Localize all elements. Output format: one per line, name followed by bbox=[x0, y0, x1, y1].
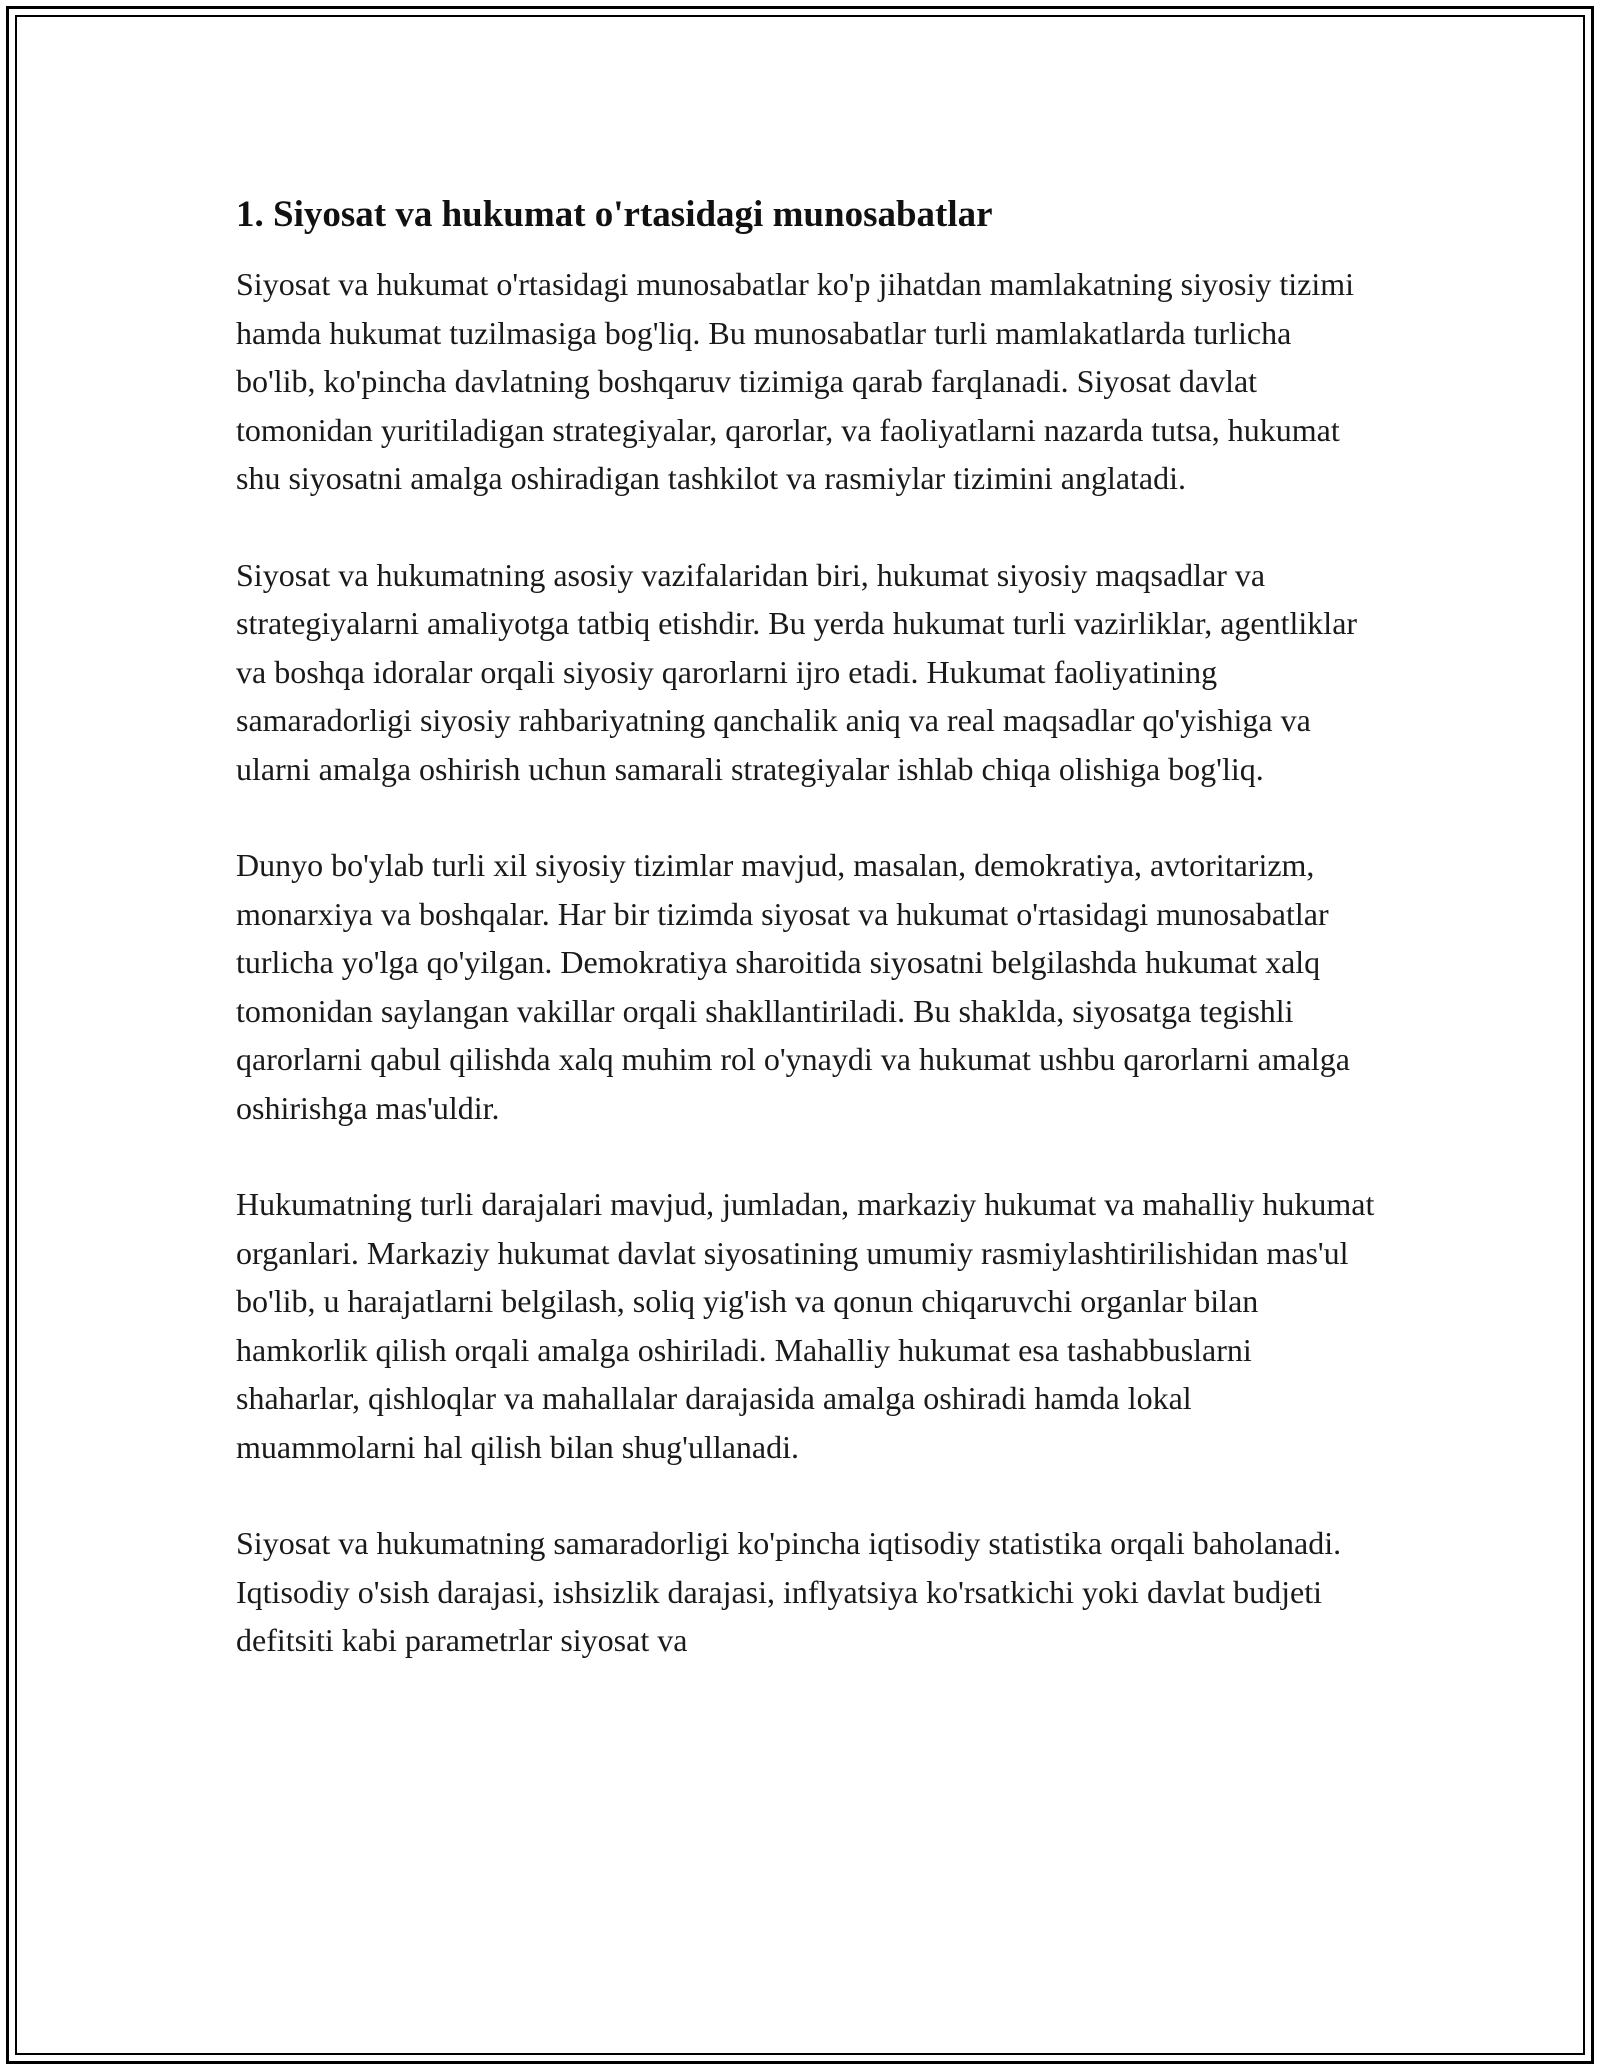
paragraph-5: Siyosat va hukumatning samaradorligi ko'pincha iqtisodiy statistika orqali baholanadi. Iqtisodiy o'sish darajasi, ishsizlik darajasi, inflyatsiya ko'rsatkichi yoki davlat budjeti defitsiti kabi parametrlar siyosat va bbox=[236, 1525, 1342, 1658]
paragraph-2: Siyosat va hukumatning asosiy vazifalaridan biri, hukumat siyosiy maqsadlar va strategiyalarni amaliyotga tatbiq etishdir. Bu yerda hukumat turli vazirliklar, agentliklar va boshqa idoralar orqali siyosiy qarorlarni ijro etadi. Hukumat faoliyatining samaradorligi siyosiy rahbariyatning qanchalik aniq va real maqsadlar qo'yishiga va ularni amalga oshirish uchun samarali strategiyalar ishlab chiqa olishiga bog'liq. bbox=[236, 556, 1358, 787]
document-body bbox=[236, 190, 1376, 1665]
section-heading: 1. Siyosat va hukumat o'rtasidagi munosabatlar bbox=[236, 194, 993, 235]
paragraph-4: Hukumatning turli darajalari mavjud, jumladan, markaziy hukumat va mahalliy hukumat organlari. Markaziy hukumat davlat siyosatining umumiy rasmiylashtirilishidan mas'ul bo'lib, u harajatlarni belgilash, soliq yig'ish va qonun chiqaruvchi organlar bilan hamkorlik qilish orqali amalga oshiriladi. Mahalliy hukumat esa tashabbuslarni shaharlar, qishloqlar va mahallalar darajasida amalga oshiradi hamda lokal muammolarni hal qilish bilan shug'ullanadi. bbox=[236, 1186, 1375, 1465]
paragraph-1: Siyosat va hukumat o'rtasidagi munosabatlar ko'p jihatdan mamlakatning siyosiy tizimi hamda hukumat tuzilmasiga bog'liq. Bu munosabatlar turli mamlakatlarda turlicha bo'lib, ko'pincha davlatning boshqaruv tizimiga qarab farqlanadi. Siyosat davlat tomonidan yuritiladigan strategiyalar, qarorlar, va faoliyatlarni nazarda tutsa, hukumat shu siyosatni amalga oshiradigan tashkilot va rasmiylar tizimini anglatadi. bbox=[236, 266, 1355, 496]
paragraph-3: Dunyo bo'ylab turli xil siyosiy tizimlar mavjud, masalan, demokratiya, avtoritarizm, monarxiya va boshqalar. Har bir tizimda siyosat va hukumat o'rtasidagi munosabatlar turlicha yo'lga qo'yilgan. Demokratiya sharoitida siyosatni belgilashda hukumat xalq tomonidan saylangan vakillar orqali shakllantiriladi. Bu shaklda, siyosatga tegishli qarorlarni qabul qilishda xalq muhim rol o'ynaydi va hukumat ushbu qarorlarni amalga oshirishga mas'uldir. bbox=[236, 847, 1350, 1126]
